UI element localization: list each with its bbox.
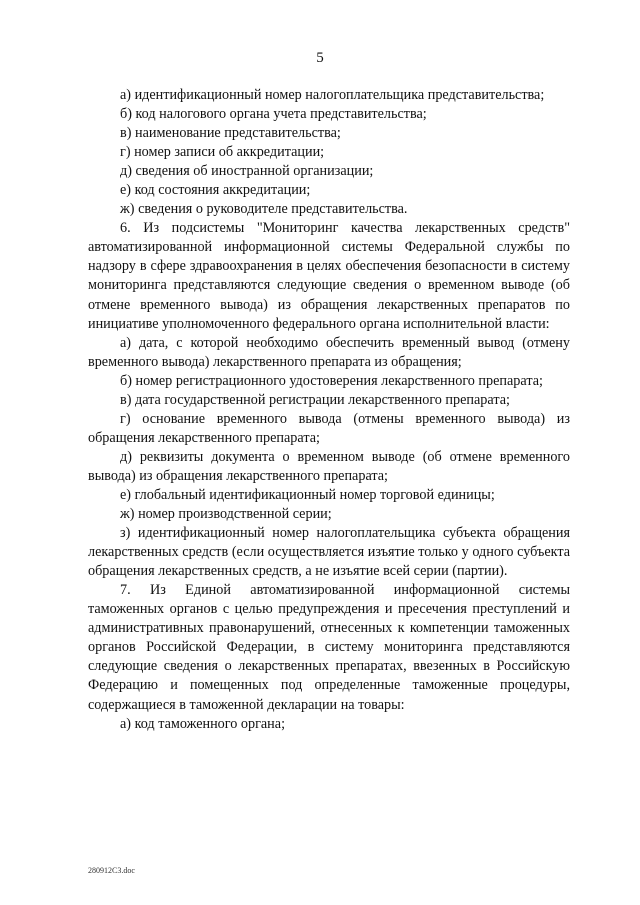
section-6-paragraph: 6. Из подсистемы "Мониторинг качества лекарственных средств" автоматизированной информационной системы Федеральной службы по надзору в сфере здравоохранения в целях обеспечения безопасности в систему мониторинга представляются следующие сведения о временном выводе (об отмене временного вывода) из обращения лекарственных препаратов по инициативе уполномоченного федерального органа исполнительной власти: (88, 220, 570, 332)
list-item-b-tax-office: б) код налогового органа учета представительства; (120, 106, 427, 123)
section-6-item-zh: ж) номер производственной серии; (120, 506, 332, 523)
footer-filename: 280912С3.doc (88, 866, 135, 875)
section-6-item-g: г) основание временного вывода (отмены временного вывода) из обращения лекарственного препарата; (88, 410, 570, 446)
section-7-item-a: а) код таможенного органа; (120, 715, 286, 732)
list-item-d-foreign-org: д) сведения об иностранной организации; (120, 163, 374, 180)
list-item-v-name: в) наименование представительства; (120, 125, 341, 142)
list-item-e-status: е) код состояния аккредитации; (120, 182, 311, 199)
page-number: 5 (316, 50, 324, 66)
section-6-item-b: б) номер регистрационного удостоверения лекарственного препарата; (120, 372, 543, 389)
section-6-item-a: а) дата, с которой необходимо обеспечить временный вывод (отмену временного вывода) лекарственного препарата из обращения; (88, 334, 570, 370)
section-6-item-v: в) дата государственной регистрации лекарственного препарата; (120, 391, 510, 408)
section-6-item-d: д) реквизиты документа о временном выводе (об отмене временного вывода) из обращения лекарственного препарата; (88, 448, 570, 484)
list-item-a-inn: а) идентификационный номер налогоплательщика представительства; (120, 87, 545, 103)
document-body (88, 86, 570, 734)
section-6-item-z: з) идентификационный номер налогоплательщика субъекта обращения лекарственных средств (если осуществляется изъятие только у одного субъекта обращения лекарственных средств, а не изъятие всей серии (партии). (88, 525, 570, 580)
list-item-g-record: г) номер записи об аккредитации; (120, 144, 325, 161)
section-7-paragraph: 7. Из Единой автоматизированной информационной системы таможенных органов с целью предупреждения и пресечения преступлений и административных правонарушений, отнесенных к компетенции таможенных органов Российской Федерации, в систему мониторинга представляются следующие сведения о лекарственных препаратах, ввезенных в Российскую Федерацию и помещенных под определенные таможенные процедуры, содержащиеся в таможенной декларации на товары: (88, 582, 570, 713)
section-6-item-e: е) глобальный идентификационный номер торговой единицы; (120, 486, 495, 503)
list-item-zh-head: ж) сведения о руководителе представительства. (120, 201, 408, 218)
